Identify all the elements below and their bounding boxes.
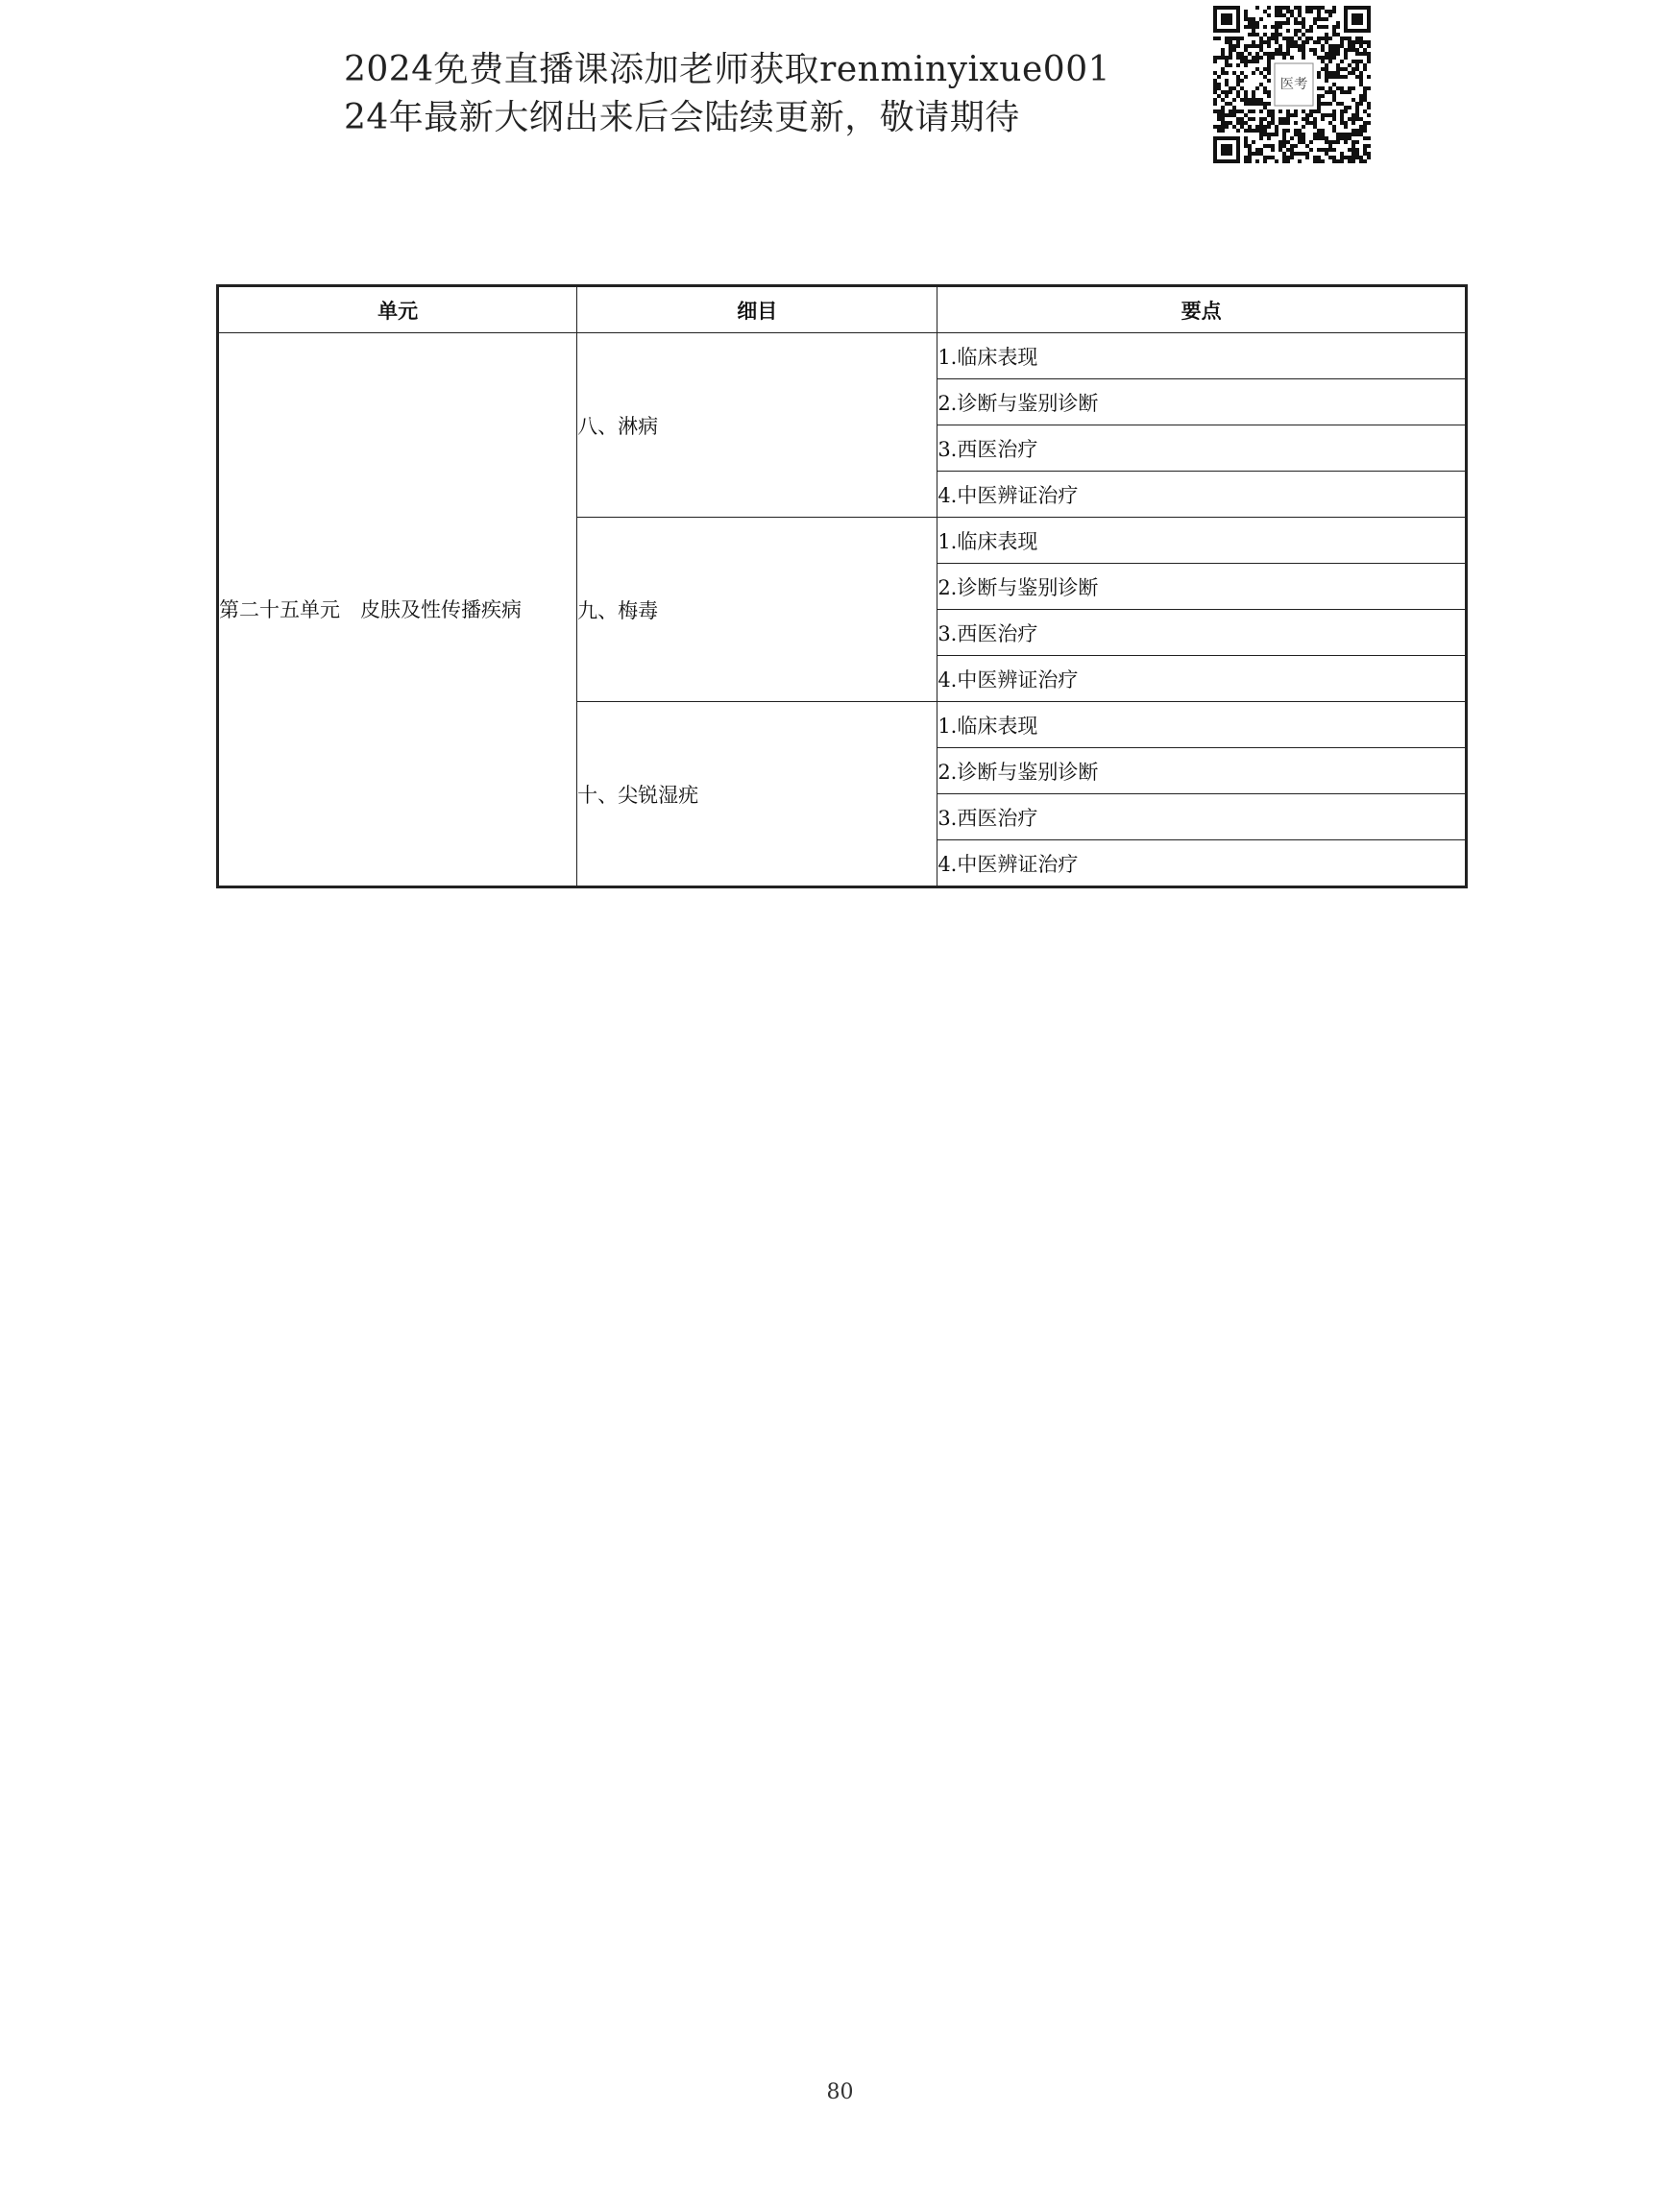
qr-code-icon <box>1213 6 1371 163</box>
qr-logo-text: 医考 <box>1279 77 1308 92</box>
page-number: 80 <box>826 2080 854 2104</box>
point-cell: 1.临床表现 <box>937 518 1467 564</box>
point-cell: 1.临床表现 <box>937 333 1467 379</box>
detail-cell: 八、淋病 <box>577 333 937 518</box>
point-cell: 2.诊断与鉴别诊断 <box>937 564 1467 610</box>
detail-cell: 九、梅毒 <box>577 518 937 702</box>
column-header-point: 要点 <box>937 286 1467 333</box>
point-cell: 3.西医治疗 <box>937 425 1467 472</box>
column-header-detail: 细目 <box>577 286 937 333</box>
point-cell: 2.诊断与鉴别诊断 <box>937 748 1467 794</box>
point-cell: 4.中医辨证治疗 <box>937 472 1467 518</box>
point-cell: 3.西医治疗 <box>937 610 1467 656</box>
table-header-row <box>218 286 1467 333</box>
point-cell: 1.临床表现 <box>937 702 1467 748</box>
point-cell: 4.中医辨证治疗 <box>937 656 1467 702</box>
point-cell: 4.中医辨证治疗 <box>937 840 1467 887</box>
column-header-unit: 单元 <box>218 286 577 333</box>
page-header <box>344 46 1208 142</box>
table-row <box>218 333 1467 379</box>
point-cell: 2.诊断与鉴别诊断 <box>937 379 1467 425</box>
promo-line-1: 2024免费直播课添加老师获取renminyixue001 <box>344 50 1111 89</box>
detail-cell: 十、尖锐湿疣 <box>577 702 937 887</box>
point-cell: 3.西医治疗 <box>937 794 1467 840</box>
promo-line-2: 24年最新大纲出来后会陆续更新，敬请期待 <box>344 98 1020 137</box>
syllabus-table <box>216 284 1468 888</box>
unit-cell: 第二十五单元 皮肤及性传播疾病 <box>218 333 577 887</box>
